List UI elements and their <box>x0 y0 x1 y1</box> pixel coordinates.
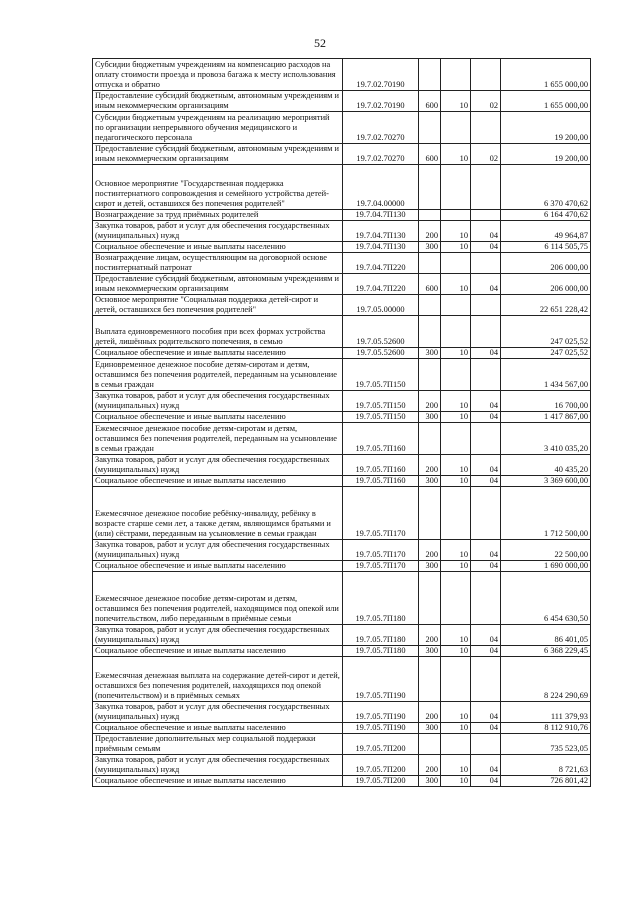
target-code-cell: 19.7.02.70270 <box>343 144 419 165</box>
amount-cell: 247 025,52 <box>501 348 591 359</box>
table-row <box>93 316 591 348</box>
target-code-cell: 19.7.04.7П220 <box>343 253 419 274</box>
subsection-cell: 04 <box>471 391 501 412</box>
amount-cell: 3 410 035,20 <box>501 423 591 455</box>
expense-type-cell: 200 <box>419 625 441 646</box>
target-code-cell: 19.7.05.7П200 <box>343 755 419 776</box>
amount-cell: 22 500,00 <box>501 540 591 561</box>
amount-cell: 6 114 505,75 <box>501 242 591 253</box>
table-row <box>93 561 591 572</box>
item-name-cell: Социальное обеспечение и иные выплаты населению <box>93 242 343 253</box>
target-code-cell: 19.7.05.7П180 <box>343 625 419 646</box>
expense-type-cell: 300 <box>419 646 441 657</box>
table-row <box>93 476 591 487</box>
section-cell: 10 <box>441 702 471 723</box>
table-row <box>93 253 591 274</box>
table-row <box>93 625 591 646</box>
subsection-cell: 04 <box>471 702 501 723</box>
expense-type-cell: 200 <box>419 702 441 723</box>
section-cell: 10 <box>441 625 471 646</box>
expense-type-cell: 300 <box>419 412 441 423</box>
amount-cell: 111 379,93 <box>501 702 591 723</box>
target-code-cell: 19.7.05.7П180 <box>343 646 419 657</box>
table-row <box>93 242 591 253</box>
table-row <box>93 646 591 657</box>
amount-cell: 6 368 229,45 <box>501 646 591 657</box>
target-code-cell: 19.7.05.7П190 <box>343 657 419 702</box>
subsection-cell <box>471 165 501 210</box>
target-code-cell: 19.7.04.7П130 <box>343 210 419 221</box>
section-cell <box>441 295 471 316</box>
subsection-cell: 04 <box>471 242 501 253</box>
subsection-cell <box>471 316 501 348</box>
table-row <box>93 540 591 561</box>
amount-cell: 1 712 500,00 <box>501 487 591 540</box>
item-name-cell: Закупка товаров, работ и услуг для обеспечения государственных (муниципальных) нужд <box>93 755 343 776</box>
section-cell <box>441 253 471 274</box>
subsection-cell <box>471 423 501 455</box>
section-cell <box>441 423 471 455</box>
expense-type-cell: 300 <box>419 776 441 787</box>
item-name-cell: Закупка товаров, работ и услуг для обеспечения государственных (муниципальных) нужд <box>93 702 343 723</box>
section-cell <box>441 210 471 221</box>
expense-type-cell <box>419 572 441 625</box>
amount-cell: 6 370 470,62 <box>501 165 591 210</box>
subsection-cell: 02 <box>471 144 501 165</box>
table-row <box>93 572 591 625</box>
amount-cell: 3 369 600,00 <box>501 476 591 487</box>
expense-type-cell <box>419 359 441 391</box>
amount-cell: 40 435,20 <box>501 455 591 476</box>
section-cell <box>441 165 471 210</box>
expense-type-cell <box>419 165 441 210</box>
subsection-cell: 04 <box>471 646 501 657</box>
section-cell: 10 <box>441 348 471 359</box>
table-row <box>93 487 591 540</box>
amount-cell: 1 655 000,00 <box>501 91 591 112</box>
section-cell <box>441 112 471 144</box>
target-code-cell: 19.7.05.52600 <box>343 316 419 348</box>
target-code-cell: 19.7.05.7П190 <box>343 702 419 723</box>
amount-cell: 8 224 290,69 <box>501 657 591 702</box>
item-name-cell: Ежемесячное денежное пособие детям-сиротам и детям, оставшимся без попечения родителей, находящимся под опекой или попечительством, либо переданным в приёмные семьи <box>93 572 343 625</box>
section-cell: 10 <box>441 776 471 787</box>
expense-type-cell: 200 <box>419 391 441 412</box>
item-name-cell: Предоставление субсидий бюджетным, автономным учреждениям и иным некоммерческим организациям <box>93 274 343 295</box>
item-name-cell: Предоставление субсидий бюджетным, автономным учреждениям и иным некоммерческим организациям <box>93 91 343 112</box>
item-name-cell: Предоставление дополнительных мер социальной поддержки приёмным семьям <box>93 734 343 755</box>
subsection-cell: 04 <box>471 723 501 734</box>
expense-type-cell <box>419 423 441 455</box>
table-row <box>93 359 591 391</box>
target-code-cell: 19.7.05.7П170 <box>343 540 419 561</box>
expense-type-cell: 600 <box>419 274 441 295</box>
subsection-cell: 04 <box>471 221 501 242</box>
table-row <box>93 295 591 316</box>
item-name-cell: Единовременное денежное пособие детям-сиротам и детям, оставшимся без попечения родителей, переданным на усыновление в семьи граждан <box>93 359 343 391</box>
item-name-cell: Социальное обеспечение и иные выплаты населению <box>93 412 343 423</box>
table-row <box>93 702 591 723</box>
item-name-cell: Вознаграждение лицам, осуществляющим на договорной основе постинтернатный патронат <box>93 253 343 274</box>
section-cell <box>441 487 471 540</box>
target-code-cell: 19.7.05.7П150 <box>343 412 419 423</box>
expense-type-cell: 300 <box>419 723 441 734</box>
amount-cell: 1 434 567,00 <box>501 359 591 391</box>
table-row <box>93 412 591 423</box>
subsection-cell <box>471 59 501 91</box>
table-row <box>93 455 591 476</box>
expense-type-cell: 200 <box>419 455 441 476</box>
table-row <box>93 91 591 112</box>
section-cell: 10 <box>441 391 471 412</box>
target-code-cell: 19.7.05.00000 <box>343 295 419 316</box>
amount-cell: 247 025,52 <box>501 316 591 348</box>
item-name-cell: Социальное обеспечение и иные выплаты населению <box>93 348 343 359</box>
item-name-cell: Предоставление субсидий бюджетным, автономным учреждениям и иным некоммерческим организациям <box>93 144 343 165</box>
expense-type-cell: 200 <box>419 221 441 242</box>
expense-type-cell <box>419 734 441 755</box>
expense-type-cell: 300 <box>419 242 441 253</box>
subsection-cell <box>471 734 501 755</box>
subsection-cell <box>471 487 501 540</box>
item-name-cell: Ежемесячное денежное пособие детям-сиротам и детям, оставшимся без попечения родителей, переданным на усыновление в семьи граждан <box>93 423 343 455</box>
subsection-cell: 04 <box>471 455 501 476</box>
target-code-cell: 19.7.05.7П200 <box>343 776 419 787</box>
item-name-cell: Вознаграждение за труд приёмных родителей <box>93 210 343 221</box>
subsection-cell <box>471 253 501 274</box>
item-name-cell: Закупка товаров, работ и услуг для обеспечения государственных (муниципальных) нужд <box>93 455 343 476</box>
amount-cell: 86 401,05 <box>501 625 591 646</box>
item-name-cell: Социальное обеспечение и иные выплаты населению <box>93 646 343 657</box>
table-row <box>93 657 591 702</box>
amount-cell: 1 655 000,00 <box>501 59 591 91</box>
section-cell <box>441 572 471 625</box>
amount-cell: 8 112 910,76 <box>501 723 591 734</box>
expense-type-cell: 300 <box>419 348 441 359</box>
expense-type-cell: 200 <box>419 755 441 776</box>
target-code-cell: 19.7.04.7П220 <box>343 274 419 295</box>
item-name-cell: Основное мероприятие "Социальная поддержка детей-сирот и детей, оставшихся без попечения родителей" <box>93 295 343 316</box>
amount-cell: 19 200,00 <box>501 112 591 144</box>
item-name-cell: Выплата единовременного пособия при всех формах устройства детей, лишённых родительского попечения, в семью <box>93 316 343 348</box>
target-code-cell: 19.7.05.7П170 <box>343 561 419 572</box>
section-cell <box>441 359 471 391</box>
item-name-cell: Социальное обеспечение и иные выплаты населению <box>93 776 343 787</box>
item-name-cell: Ежемесячное денежное пособие ребёнку-инвалиду, ребёнку в возрасте старше семи лет, а также детям, являющимся братьями и (или) сёстрами, переданным на усыновление в семьи граждан <box>93 487 343 540</box>
section-cell <box>441 316 471 348</box>
amount-cell: 735 523,05 <box>501 734 591 755</box>
table-row <box>93 391 591 412</box>
section-cell: 10 <box>441 540 471 561</box>
target-code-cell: 19.7.02.70190 <box>343 91 419 112</box>
subsection-cell: 04 <box>471 776 501 787</box>
target-code-cell: 19.7.02.70270 <box>343 112 419 144</box>
section-cell: 10 <box>441 476 471 487</box>
amount-cell: 22 651 228,42 <box>501 295 591 316</box>
subsection-cell: 04 <box>471 755 501 776</box>
table-row <box>93 144 591 165</box>
subsection-cell <box>471 295 501 316</box>
table-row <box>93 221 591 242</box>
target-code-cell: 19.7.05.7П200 <box>343 734 419 755</box>
item-name-cell: Закупка товаров, работ и услуг для обеспечения государственных (муниципальных) нужд <box>93 391 343 412</box>
section-cell <box>441 657 471 702</box>
expense-type-cell <box>419 253 441 274</box>
item-name-cell: Закупка товаров, работ и услуг для обеспечения государственных (муниципальных) нужд <box>93 625 343 646</box>
expense-type-cell <box>419 487 441 540</box>
target-code-cell: 19.7.05.7П160 <box>343 476 419 487</box>
expense-type-cell <box>419 316 441 348</box>
item-name-cell: Закупка товаров, работ и услуг для обеспечения государственных (муниципальных) нужд <box>93 221 343 242</box>
subsection-cell <box>471 657 501 702</box>
table-row <box>93 210 591 221</box>
amount-cell: 206 000,00 <box>501 274 591 295</box>
expense-type-cell <box>419 59 441 91</box>
table-row <box>93 165 591 210</box>
expense-type-cell: 300 <box>419 476 441 487</box>
table-row <box>93 112 591 144</box>
expense-type-cell: 600 <box>419 144 441 165</box>
table-row <box>93 423 591 455</box>
subsection-cell: 04 <box>471 540 501 561</box>
amount-cell: 6 454 630,50 <box>501 572 591 625</box>
budget-table-body <box>93 59 591 787</box>
table-row <box>93 59 591 91</box>
item-name-cell: Социальное обеспечение и иные выплаты населению <box>93 561 343 572</box>
budget-table <box>92 58 591 787</box>
section-cell: 10 <box>441 723 471 734</box>
section-cell: 10 <box>441 144 471 165</box>
target-code-cell: 19.7.05.7П160 <box>343 455 419 476</box>
section-cell: 10 <box>441 646 471 657</box>
item-name-cell: Основное мероприятие "Государственная поддержка постинтернатного сопровождения и семейного устройства детей-сирот и детей, оставшихся без попечения родителей" <box>93 165 343 210</box>
subsection-cell <box>471 359 501 391</box>
subsection-cell: 02 <box>471 91 501 112</box>
amount-cell: 1 417 867,00 <box>501 412 591 423</box>
amount-cell: 19 200,00 <box>501 144 591 165</box>
section-cell: 10 <box>441 91 471 112</box>
expense-type-cell <box>419 210 441 221</box>
section-cell: 10 <box>441 561 471 572</box>
amount-cell: 8 721,63 <box>501 755 591 776</box>
subsection-cell: 04 <box>471 412 501 423</box>
target-code-cell: 19.7.04.7П130 <box>343 221 419 242</box>
target-code-cell: 19.7.02.70190 <box>343 59 419 91</box>
expense-type-cell <box>419 112 441 144</box>
section-cell: 10 <box>441 755 471 776</box>
amount-cell: 726 801,42 <box>501 776 591 787</box>
expense-type-cell <box>419 657 441 702</box>
subsection-cell: 04 <box>471 274 501 295</box>
item-name-cell: Субсидии бюджетным учреждениям на компенсацию расходов на оплату стоимости проезда и провоза багажа к месту использования отпуска и обратно <box>93 59 343 91</box>
amount-cell: 16 700,00 <box>501 391 591 412</box>
subsection-cell <box>471 210 501 221</box>
target-code-cell: 19.7.04.7П130 <box>343 242 419 253</box>
target-code-cell: 19.7.04.00000 <box>343 165 419 210</box>
expense-type-cell: 200 <box>419 540 441 561</box>
table-row <box>93 348 591 359</box>
subsection-cell <box>471 572 501 625</box>
item-name-cell: Социальное обеспечение и иные выплаты населению <box>93 476 343 487</box>
section-cell <box>441 59 471 91</box>
section-cell <box>441 734 471 755</box>
target-code-cell: 19.7.05.7П180 <box>343 572 419 625</box>
expense-type-cell: 300 <box>419 561 441 572</box>
item-name-cell: Субсидии бюджетным учреждениям на реализацию мероприятий по организации непрерывного обучения медицинского и педагогического персонала <box>93 112 343 144</box>
expense-type-cell <box>419 295 441 316</box>
target-code-cell: 19.7.05.7П190 <box>343 723 419 734</box>
target-code-cell: 19.7.05.7П150 <box>343 359 419 391</box>
item-name-cell: Ежемесячная денежная выплата на содержание детей-сирот и детей, оставшихся без попечения родителей, находящихся под опекой (попечительством) и в приёмных семьях <box>93 657 343 702</box>
target-code-cell: 19.7.05.7П160 <box>343 423 419 455</box>
table-row <box>93 755 591 776</box>
table-row <box>93 776 591 787</box>
item-name-cell: Закупка товаров, работ и услуг для обеспечения государственных (муниципальных) нужд <box>93 540 343 561</box>
target-code-cell: 19.7.05.52600 <box>343 348 419 359</box>
subsection-cell: 04 <box>471 625 501 646</box>
section-cell: 10 <box>441 242 471 253</box>
section-cell: 10 <box>441 221 471 242</box>
expense-type-cell: 600 <box>419 91 441 112</box>
amount-cell: 49 964,87 <box>501 221 591 242</box>
table-row <box>93 723 591 734</box>
section-cell: 10 <box>441 274 471 295</box>
section-cell: 10 <box>441 412 471 423</box>
subsection-cell: 04 <box>471 348 501 359</box>
amount-cell: 1 690 000,00 <box>501 561 591 572</box>
section-cell: 10 <box>441 455 471 476</box>
subsection-cell <box>471 112 501 144</box>
table-row <box>93 274 591 295</box>
subsection-cell: 04 <box>471 561 501 572</box>
subsection-cell: 04 <box>471 476 501 487</box>
table-row <box>93 734 591 755</box>
target-code-cell: 19.7.05.7П150 <box>343 391 419 412</box>
item-name-cell: Социальное обеспечение и иные выплаты населению <box>93 723 343 734</box>
amount-cell: 206 000,00 <box>501 253 591 274</box>
page-number: 52 <box>314 36 326 50</box>
amount-cell: 6 164 470,62 <box>501 210 591 221</box>
target-code-cell: 19.7.05.7П170 <box>343 487 419 540</box>
